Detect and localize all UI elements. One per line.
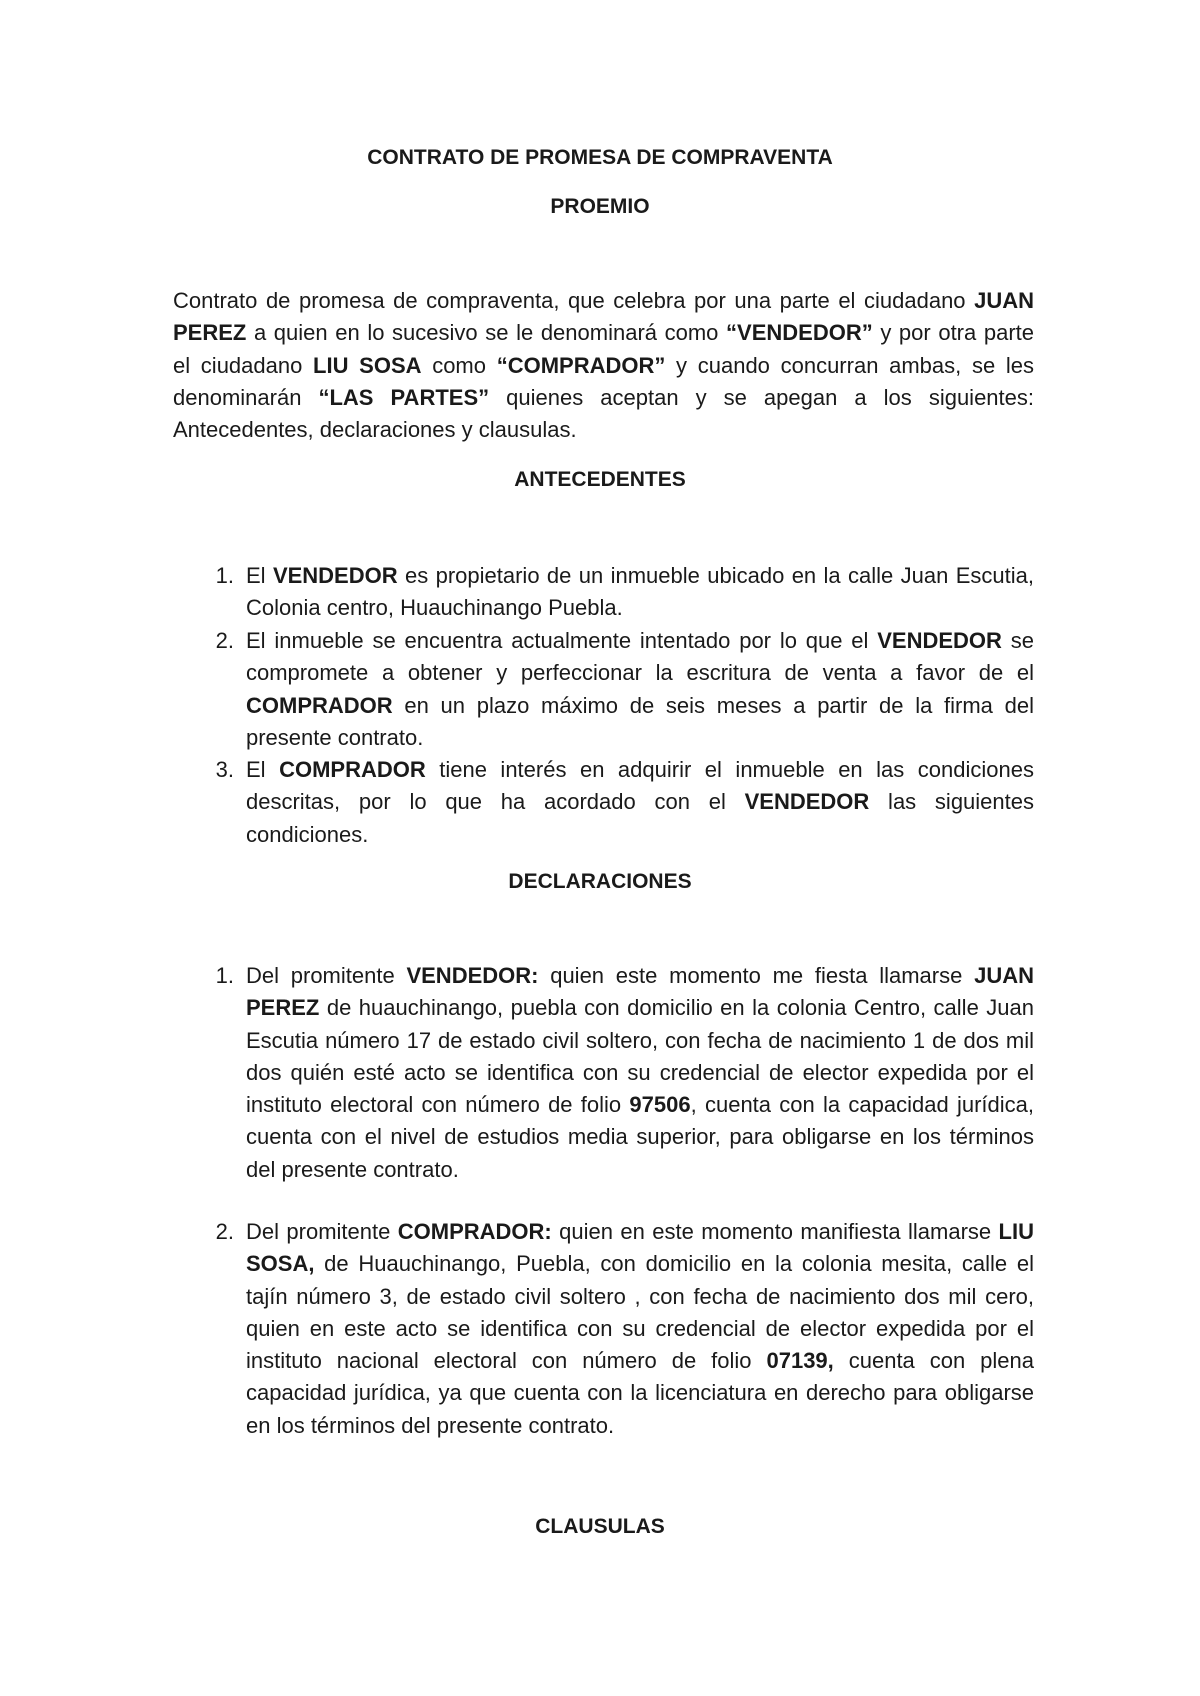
list-number: 3. [215,757,234,782]
declaraciones-heading: DECLARACIONES [508,870,692,893]
item-text: El inmueble se encuentra actualmente intentado por lo que el [246,628,878,653]
list-number: 1. [215,963,234,988]
item-bold: COMPRADOR: [397,1219,552,1244]
proemio-parties-term: “LAS PARTES” [318,384,490,410]
item-text: Del promitente [246,963,407,988]
item-bold: LIU SOSA, [246,1219,1034,1277]
item-bold: 97506 [629,1092,691,1118]
document-title: CONTRATO DE PROMESA DE COMPRAVENTA [367,146,833,169]
proemio-vendor-term: “VENDEDOR” [726,320,873,346]
item-text: las siguientes condiciones. [246,789,1034,847]
item-bold: 07139, [766,1348,834,1374]
item-text: quien este momento me fiesta llamarse [538,963,975,988]
item-text: en un plazo máximo de seis meses a partir de la firma del presente contrato. [246,692,1034,750]
item-bold: VENDEDOR [877,628,1002,653]
declaraciones-item-2 [215,1216,1034,1442]
item-text: de Huauchinango, Puebla, con domicilio en la colonia mesita, calle el tajín número 3, de estado civil soltero , con fecha de nacimiento dos mil cero, quien en este acto se identifica con su credencial de elector expedida por el instituto nacional electoral con número de folio [246,1251,1034,1374]
item-text: se compromete a obtener y perfeccionar la escritura de venta a favor de el [246,628,1034,686]
item-text: El [246,563,273,588]
proemio-heading: PROEMIO [550,195,650,218]
proemio-text-6: quienes aceptan y se apegan a los siguientes: Antecedentes, declaraciones y clausulas. [173,384,1034,443]
proemio-buyer-term: “COMPRADOR” [496,352,666,378]
antecedentes-item-1 [215,560,1034,625]
item-text: cuenta con plena capacidad jurídica, ya que cuenta con la licenciatura en derecho para obligarse en los términos del presente contrato. [246,1348,1034,1438]
clausulas-heading: CLAUSULAS [535,1515,665,1538]
item-text: es propietario de un inmueble ubicado en la calle Juan Escutia, Colonia centro, Huauchinango Puebla. [246,563,1034,621]
proemio-vendor-name: JUAN PEREZ [173,288,1034,346]
item-text: , cuenta con la capacidad jurídica, cuenta con el nivel de estudios media superior, para obligarse en los términos del presente contrato. [246,1092,1034,1182]
item-text: quien en este momento manifiesta llamarse [551,1219,999,1244]
item-text: de huauchinango, puebla con domicilio en la colonia Centro, calle Juan Escutia número 17 de estado civil soltero, con fecha de nacimiento 1 de dos mil dos quién esté acto se identifica con su credencial de elector expedida por el instituto electoral con número de folio [246,995,1034,1118]
proemio-paragraph [173,285,1034,446]
proemio-buyer-name: LIU SOSA [313,352,422,378]
item-text: Del promitente [246,1219,398,1244]
antecedentes-heading: ANTECEDENTES [514,468,686,491]
item-text: El [246,757,280,782]
item-bold: VENDEDOR [744,789,870,815]
antecedentes-item-2 [215,625,1034,754]
list-number: 1. [215,563,234,588]
antecedentes-item-3 [215,754,1034,851]
item-text: tiene interés en adquirir el inmueble en las condiciones descritas, por lo que ha acordado con el [246,757,1034,815]
list-number: 2. [215,1219,234,1244]
proemio-text-3: y por otra parte el ciudadano [173,320,1034,378]
item-bold: VENDEDOR [272,563,398,588]
proemio-text-4: como [421,352,497,378]
item-bold: COMPRADOR [279,757,426,782]
proemio-text-1: Contrato de promesa de compraventa, que celebra por una parte el ciudadano [173,288,975,313]
item-bold: VENDEDOR: [406,963,539,988]
proemio-text-2: a quien en lo sucesivo se le denominará como [246,320,727,346]
item-bold: JUAN PEREZ [246,963,1034,1021]
declaraciones-item-1 [215,960,1034,1186]
list-number: 2. [215,628,234,653]
item-bold: COMPRADOR [246,692,393,718]
proemio-text-5: y cuando concurran ambas, se les denominarán [173,352,1034,410]
